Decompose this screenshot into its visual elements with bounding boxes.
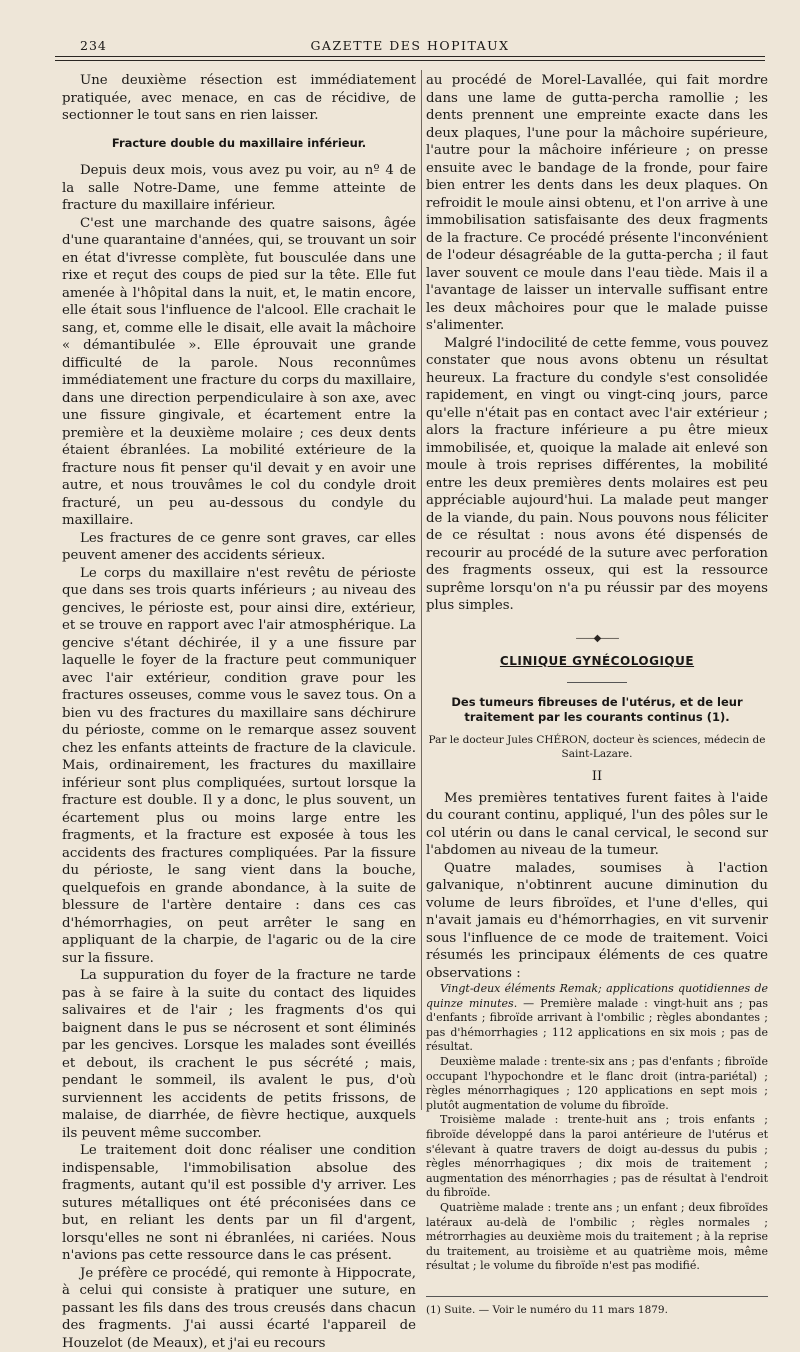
observation: Deuxième malade : trente-six ans ; pas d'enfants ; fibroïde occupant l'hypochondre et le flanc droit (intra-pariétal) ; règles ménorrhagiques ; 120 applications en sept mois ; plutôt augmentation de volume du fibroïde. [426, 1055, 768, 1113]
article-title: Des tumeurs fibreuses de l'utérus, et de leur traitement par les courants continus (1). [426, 695, 768, 725]
observations [426, 982, 768, 1274]
part-number: II [426, 769, 768, 784]
byline: Par le docteur Jules CHÉRON, docteur ès sciences, médecin de Saint-Lazare. [426, 733, 768, 761]
paragraph: Je préfère ce procédé, qui remonte à Hippocrate, à celui qui consiste à pratiquer une suture, en passant les fils dans des trous creusés dans chacun des fragments. J'ai aussi écarté l'appareil de Houzelot (de Meaux), et j'ai eu recours [62, 1265, 416, 1352]
section-title: CLINIQUE GYNÉCOLOGIQUE [426, 654, 768, 668]
paragraph: Quatre malades, soumises à l'action galvanique, n'obtinrent aucune diminution du volume de leurs fibroïdes, et l'une d'elles, qui n'avait jamais eu d'hémorrhagies, en vit survenir sous l'influence de ce mode de traitement. Voici résumés les principaux éléments de ces quatre observations : [426, 860, 768, 983]
paragraph: C'est une marchande des quatre saisons, âgée d'une quarantaine d'années, qui, se trouvant un soir en état d'ivresse complète, fut bousculée dans une rixe et reçut des coups de pied sur la tête. Elle fut amenée à l'hôpital dans la nuit, et, le matin encore, elle était sous l'influence de l'alcool. Elle crachait le sang, et, comme elle le disait, elle avait la mâchoire « démantibulée ». Elle éprouvait une grande difficulté de la parole. Nous reconnûmes immédiatement une fracture du corps du maxillaire, dans une direction perpendiculaire à son axe, avec une fissure gingivale, et écartement entre la première et la deuxième molaire ; ces deux dents étaient ébranlées. La mobilité extérieure de la fracture nous fit penser qu'il devait y en avoir une autre, et nous trouvâmes le col du condyle droit fracturé, un peu au-dessous du condyle du maxillaire. [62, 215, 416, 530]
left-column [62, 72, 416, 1112]
observation-intro: Vingt-deux éléments Remak; applications quotidiennes de quinze minutes. [426, 982, 768, 1010]
header-rule [55, 60, 765, 61]
paragraph: Les fractures de ce genre sont graves, car elles peuvent amener des accidents sérieux. [62, 530, 416, 565]
paragraph: Le traitement doit donc réaliser une condition indispensable, l'immobilisation absolue des fragments, autant qu'il est possible d'y arriver. Les sutures métalliques ont été préconisées dans ce but, en reliant les dents par un fil d'argent, lorsqu'elles ne sont ni ébranlées, ni cariées. Nous n'avions pas cette ressource dans le cas présent. [62, 1142, 416, 1265]
paragraph: Malgré l'indocilité de cette femme, vous pouvez constater que nous avons obtenu un résultat heureux. La fracture du condyle s'est consolidée rapidement, en vingt ou vingt-cinq jours, parce qu'elle n'était pas en contact avec l'air extérieur ; alors la fracture inférieure a pu être mieux immobilisée, et, quoique la malade ait enlevé son moule à trois reprises différentes, la mobilité entre les deux premières dents molaires est peu appréciable aujourd'hui. La malade peut manger de la viande, du pain. Nous pouvons nous féliciter de ce résultat : nous avons été dispensés de recourir au procédé de la suture avec perforation des fragments osseux, qui est la ressource suprême lorsqu'on n'a pu réussir par des moyens plus simples. [426, 335, 768, 615]
footnote-rule [426, 1296, 768, 1297]
paragraph: Le corps du maxillaire n'est revêtu de périoste que dans ses trois quarts inférieurs ; au niveau des gencives, le périoste est, pour ainsi dire, extérieur, et se trouve en rapport avec l'air atmosphérique. La gencive s'étant déchirée, il y a une fissure par laquelle le foyer de la fracture peut communiquer avec l'air extérieur, condition grave pour les fractures osseuses, comme vous le savez tous. On a bien vu des fractures du maxillaire sans déchirure du périoste, comme on le remarque assez souvent chez les enfants atteints de fracture de la clavicule. Mais, ordinairement, les fractures du maxillaire inférieur sont plus compliquées, surtout lorsque la fracture est double. Il y a donc, le plus souvent, un écartement plus ou moins large entre les fragments, et la fracture est exposée à tous les accidents des fractures compliquées. Par la fissure du périoste, le sang vient dans la bouche, quelquefois en grande abondance, à la suite de blessure de l'artère dentaire : dans ces cas d'hémorrhagies, on peut arrêter le sang en appliquant de la charpie, de l'agaric ou de la cire sur la fissure. [62, 565, 416, 968]
paragraph: La suppuration du foyer de la fracture ne tarde pas à se faire à la suite du contact des liquides salivaires et de l'air ; les fragments d'os qui baignent dans le pus se nécrosent et sont éliminés par les gencives. Lorsque les malades sont éveillés et debout, ils crachent le pus sécrété ; mais, pendant le sommeil, ils avalent le pus, d'où surviennent les accidents de petits frissons, de malaise, de diarrhée, de fièvre hectique, auxquels ils peuvent même succomber. [62, 967, 416, 1142]
column-divider [421, 70, 422, 1110]
paragraph: Mes premières tentatives furent faites à l'aide du courant continu, appliqué, l'un des pôles sur le col utérin ou dans le canal cervical, le second sur l'abdomen au niveau de la tumeur. [426, 790, 768, 860]
footnote: (1) Suite. — Voir le numéro du 11 mars 1879. [426, 1303, 768, 1317]
page-header [55, 36, 765, 57]
observation: Quatrième malade : trente ans ; un enfant ; deux fibroïdes latéraux au-delà de l'ombilic ; règles normales ; métrorrhagies au deuxième mois du traitement ; à la reprise du traitement, au troisième et au quatrième mois, même résultat ; le volume du fibroïde n'est pas modifié. [426, 1201, 768, 1274]
paragraph: au procédé de Morel-Lavallée, qui fait mordre dans une lame de gutta-percha ramollie ; les dents prennent une empreinte exacte dans les deux plaques, l'une pour la mâchoire supérieure, l'autre pour la mâchoire inférieure ; on presse ensuite avec le bandage de la fronde, pour faire bien entrer les dents dans les deux plaques. On refroidit le moule ainsi obtenu, et l'on arrive à une immobilisation satisfaisante des deux fragments de la fracture. Ce procédé présente l'inconvénient de l'odeur désagréable de la gutta-percha ; il faut laver souvent ce moule dans l'eau tiède. Mais il a l'avantage de laisser un intervalle suffisant entre les deux mâchoires pour que le malade puisse s'alimenter. [426, 72, 768, 335]
observation-text: — Première malade : vingt-huit ans ; pas d'enfants ; fibroïde arrivant à l'ombilic ; règles abondantes ; pas d'hémorrhagies ; 112 applications en six mois ; pas de résultat. [426, 997, 768, 1054]
observation: Troisième malade : trente-huit ans ; trois enfants ; fibroïde développé dans la paroi antérieure de l'utérus et s'élevant à quatre travers de doigt au-dessus du pubis ; règles ménorrhagiques ; dix mois de traitement ; augmentation des ménorrhagies ; pas de résultat à l'endroit du fibroïde. [426, 1113, 768, 1201]
running-title: GAZETTE DES HOPITAUX [55, 38, 765, 53]
section-subheading: Fracture double du maxillaire inférieur. [62, 135, 416, 153]
section-ornament: ——◆—— [426, 633, 768, 644]
right-column [426, 72, 768, 1112]
observation [426, 982, 768, 1055]
paragraph: Depuis deux mois, vous avez pu voir, au nº 4 de la salle Notre-Dame, une femme atteinte de fracture du maxillaire inférieur. [62, 162, 416, 215]
page-number: 234 [80, 38, 107, 53]
paragraph: Une deuxième résection est immédiatement pratiquée, avec menace, en cas de récidive, de sectionner le tout sans en rien laisser. [62, 72, 416, 125]
title-rule [567, 682, 627, 683]
